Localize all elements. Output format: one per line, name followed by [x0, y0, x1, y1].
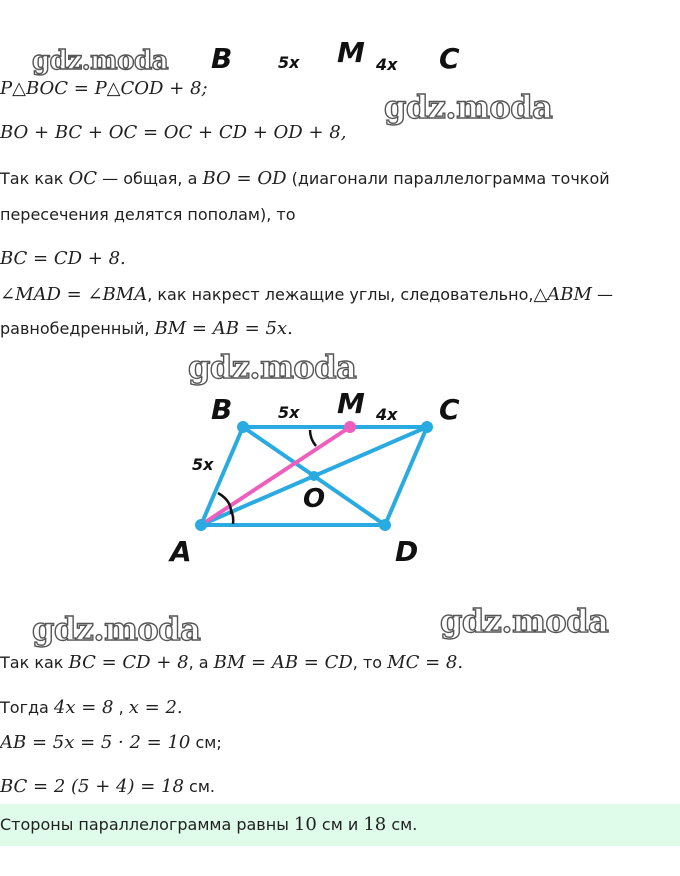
text-frag: — общая, а	[97, 169, 203, 188]
answer-box	[0, 804, 680, 846]
watermark-top-right: gdz.moda	[384, 88, 553, 126]
text-frag: Стороны параллелограмма равны	[0, 815, 294, 834]
math-bc-cd: BC = CD + 8	[68, 652, 189, 673]
text-bc-value	[0, 776, 215, 798]
answer-num-18: 18	[363, 814, 387, 835]
point-a	[195, 519, 207, 531]
watermark-figure: gdz.moda	[188, 348, 357, 386]
text-frag: см.	[183, 777, 215, 796]
text-frag: , а	[188, 653, 214, 672]
equation-sides-sum: BO + BC + OC = OC + CD + OD + 8,	[0, 122, 347, 143]
text-ab-value	[0, 732, 222, 754]
figure-label-ab-length: 5x	[192, 455, 214, 474]
angle-mad-arc	[231, 510, 233, 524]
top-label-4x: 4x	[376, 55, 398, 74]
equation-perimeters: P△BOC = P△COD + 8;	[0, 78, 208, 99]
text-frag: Тогда	[0, 698, 54, 717]
top-label-5x: 5x	[278, 53, 300, 72]
figure-label-d: D	[395, 535, 419, 568]
text-mc-eq-8	[0, 652, 463, 674]
top-label-m: M	[337, 36, 365, 69]
text-frag: см;	[190, 733, 222, 752]
point-d	[379, 519, 391, 531]
text-frag: ,	[113, 698, 129, 717]
figure-label-mc-length: 4x	[376, 405, 398, 424]
equation-bc-cd: BC = CD + 8.	[0, 248, 126, 269]
math-oc: OC	[68, 168, 98, 189]
math-bm-ab: BM = AB = 5x.	[154, 318, 293, 339]
answer-text	[0, 814, 417, 836]
figure-label-bm-length: 5x	[278, 403, 300, 422]
math-ab: AB = 5x = 5 · 2 = 10	[0, 732, 191, 753]
text-frag: —	[591, 285, 614, 304]
text-frag: см и	[316, 815, 364, 834]
math-x: x = 2.	[128, 697, 183, 718]
answer-num-10: 10	[293, 814, 317, 835]
figure-label-c: C	[439, 393, 460, 426]
text-frag: равнобедренный,	[0, 319, 155, 338]
point-b	[237, 421, 249, 433]
watermark-bottom-right: gdz.moda	[440, 602, 609, 640]
point-m	[344, 421, 356, 433]
top-label-c: C	[439, 42, 460, 75]
math-bo-od: BO = OD	[202, 168, 287, 189]
watermark-bottom-left: gdz.moda	[32, 610, 201, 648]
figure-label-o: O	[303, 484, 326, 514]
math-bm-ab-cd: BM = AB = CD	[213, 652, 353, 673]
math-triangle-abm: △ABM	[533, 284, 592, 305]
figure-label-m: M	[337, 387, 365, 420]
text-frag: Так как	[0, 169, 69, 188]
math-angles: ∠MAD = ∠BMA	[0, 284, 148, 305]
point-c	[421, 421, 433, 433]
angle-bma-arc	[310, 430, 316, 446]
text-frag: , то	[352, 653, 388, 672]
top-label-b: B	[211, 42, 233, 75]
watermark-top-left: gdz.moda	[32, 46, 169, 76]
text-frag: , как накрест лежащие углы, следовательно,	[147, 285, 534, 304]
text-diagonals: пересечения делятся пополам), то	[0, 205, 296, 224]
text-frag: (диагонали параллелограмма точкой	[286, 169, 610, 188]
math-bc: BC = 2 (5 + 4) = 18	[0, 776, 184, 797]
math-4x: 4x = 8	[53, 697, 114, 718]
text-solve-x	[0, 697, 183, 719]
text-frag: Так как	[0, 653, 69, 672]
math-mc: MC = 8.	[387, 652, 464, 673]
point-o	[309, 471, 319, 481]
figure-label-a: A	[170, 535, 192, 568]
text-frag: см.	[386, 815, 418, 834]
figure-label-b: B	[211, 393, 233, 426]
